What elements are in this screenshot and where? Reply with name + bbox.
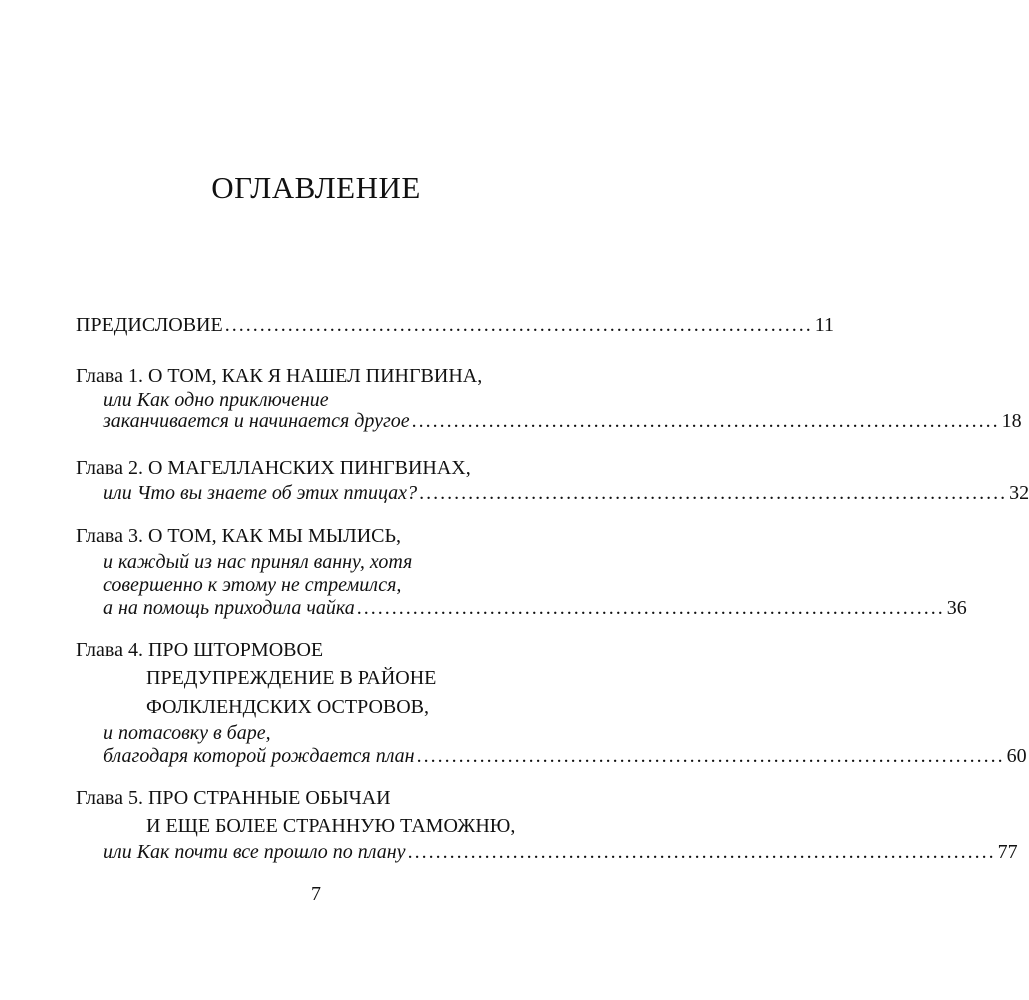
dot-leader: .................................................................................... <box>407 841 996 863</box>
chapter-subtitle: совершенно к этому не стремился, <box>103 574 402 596</box>
page-number: 11 <box>814 314 834 336</box>
chapter-subtitle: заканчивается и начинается другое <box>103 410 410 432</box>
chapter-subtitle: и потасовку в баре, <box>103 722 271 744</box>
dot-leader: .................................................................................... <box>419 482 1008 504</box>
dot-leader: .................................................................................... <box>224 314 813 336</box>
page-number: 60 <box>1006 745 1027 767</box>
chapter-subtitle: а на помощь приходила чайка <box>103 597 355 619</box>
dot-leader: .................................................................................... <box>411 410 1000 432</box>
toc-title: ОГЛАВЛЕНИЕ <box>211 170 421 205</box>
chapter-heading: Глава 5. ПРО СТРАННЫЕ ОБЫЧАИ <box>76 787 391 809</box>
preface-label: ПРЕДИСЛОВИЕ <box>76 314 223 336</box>
page-folio: 7 <box>311 883 321 905</box>
chapter-subtitle: или Что вы знаете об этих птицах? <box>103 482 418 504</box>
chapter-heading-cont: И ЕЩЕ БОЛЕЕ СТРАННУЮ ТАМОЖНЮ, <box>146 815 516 837</box>
dot-leader: .................................................................................... <box>416 745 1005 767</box>
chapter-heading: Глава 4. ПРО ШТОРМОВОЕ <box>76 639 324 661</box>
toc-line <box>103 481 1029 505</box>
toc-line <box>76 313 834 337</box>
chapter-subtitle: и каждый из нас принял ванну, хотя <box>103 551 413 573</box>
chapter-subtitle: или Как почти все прошло по плану <box>103 841 406 863</box>
chapter-heading: Глава 2. О МАГЕЛЛАНСКИХ ПИНГВИНАХ, <box>76 457 471 479</box>
toc-line <box>103 596 967 620</box>
chapter-heading: Глава 3. О ТОМ, КАК МЫ МЫЛИСЬ, <box>76 525 401 547</box>
chapter-subtitle: или Как одно приключение <box>103 389 329 411</box>
page-number: 36 <box>946 597 967 619</box>
toc-line <box>103 744 1027 768</box>
chapter-heading-cont: ПРЕДУПРЕЖДЕНИЕ В РАЙОНЕ <box>146 667 437 689</box>
chapter-heading: Глава 1. О ТОМ, КАК Я НАШЕЛ ПИНГВИНА, <box>76 365 483 387</box>
toc-line <box>103 840 1018 864</box>
page-number: 18 <box>1001 410 1022 432</box>
page-number: 77 <box>997 841 1018 863</box>
chapter-heading-cont: ФОЛКЛЕНДСКИХ ОСТРОВОВ, <box>146 696 430 718</box>
dot-leader: .................................................................................... <box>356 597 945 619</box>
chapter-subtitle: благодаря которой рождается план <box>103 745 415 767</box>
page-number: 32 <box>1009 482 1029 504</box>
toc-line <box>103 409 1022 433</box>
